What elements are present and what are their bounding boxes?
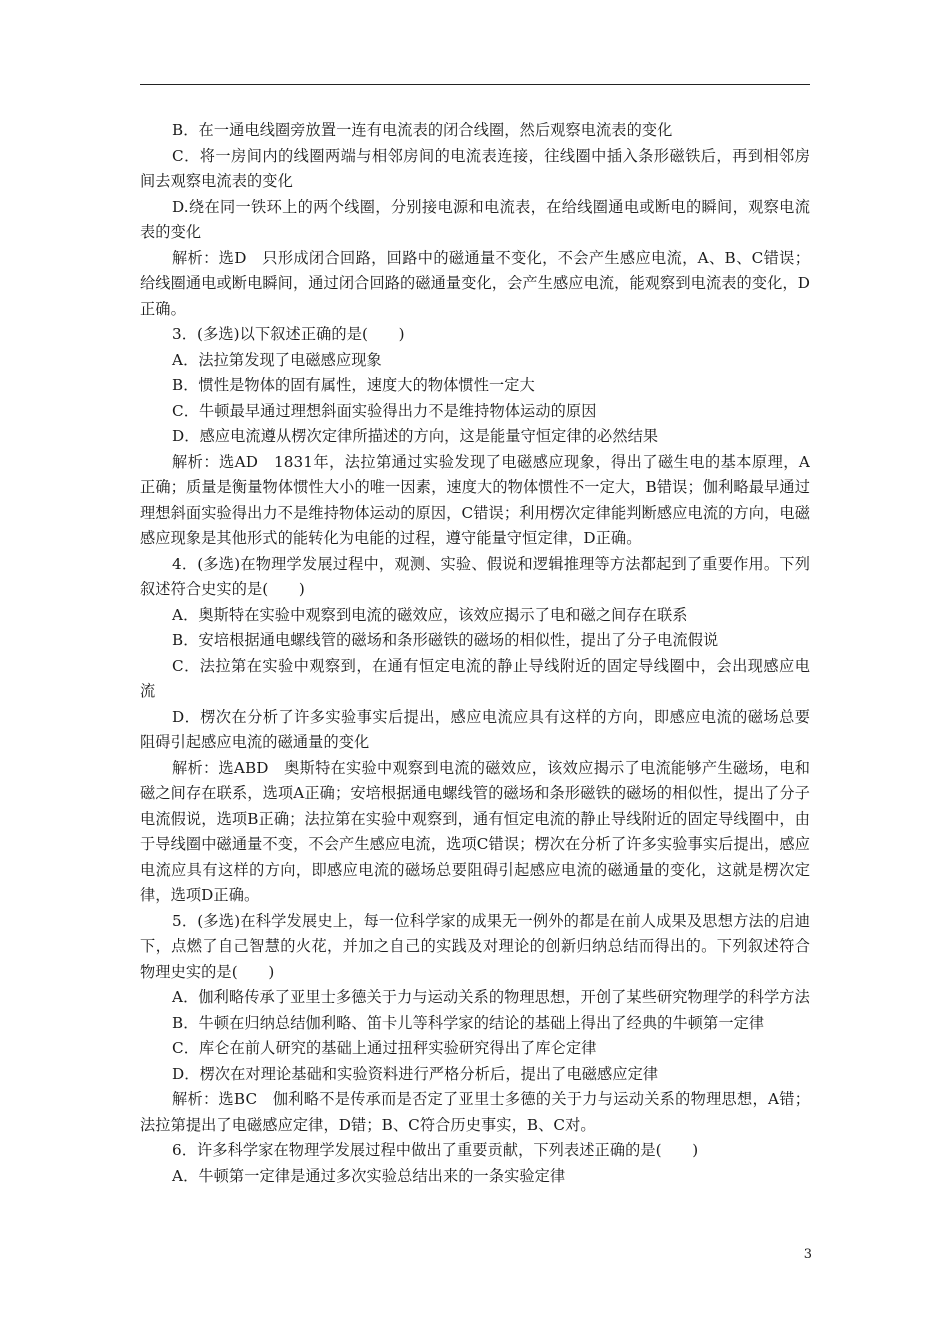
option-a-q3: A．法拉第发现了电磁感应现象 xyxy=(172,350,382,369)
option-c-q2: C．将一房间内的线圈两端与相邻房间的电流表连接，往线圈中插入条形磁铁后，再到相邻房间去观察电流表的变化 xyxy=(140,146,810,190)
option-c-q3: C．牛顿最早通过理想斜面实验得出力不是维持物体运动的原因 xyxy=(172,401,597,420)
option-a-q5: A．伽利略传承了亚里士多德关于力与运动关系的物理思想，开创了某些研究物理学的科学方法 xyxy=(172,988,810,1006)
question-5: 5．(多选)在科学发展史上，每一位科学家的成果无一例外的都是在前人成果及思想方法的启迪下，点燃了自己智慧的火花，并加之自己的实践及对理论的创新归纳总结而得出的。下列叙述符合物理史实的是( ) xyxy=(140,911,810,981)
analysis-q2: 解析：选D 只形成闭合回路，回路中的磁通量不变化，不会产生感应电流，A、B、C错误；给线圈通电或断电瞬间，通过闭合回路的磁通量变化，会产生感应电流，能观察到电流表的变化，D正确。 xyxy=(140,248,810,318)
question-6: 6．许多科学家在物理学发展过程中做出了重要贡献，下列表述正确的是( ) xyxy=(172,1141,699,1159)
question-4: 4．(多选)在物理学发展过程中，观测、实验、假说和逻辑推理等方法都起到了重要作用。下列叙述符合史实的是( ) xyxy=(140,554,810,598)
page-number: 3 xyxy=(803,1247,812,1262)
option-a-q4: A．奥斯特在实验中观察到电流的磁效应，该效应揭示了电和磁之间存在联系 xyxy=(172,605,688,624)
question-3: 3．(多选)以下叙述正确的是( ) xyxy=(172,325,405,343)
option-d-q4: D．楞次在分析了许多实验事实后提出，感应电流应具有这样的方向，即感应电流的磁场总要阻碍引起感应电流的磁通量的变化 xyxy=(140,707,810,751)
option-a-q6: A．牛顿第一定律是通过多次实验总结出来的一条实验定律 xyxy=(172,1166,566,1185)
analysis-q4: 解析：选ABD 奥斯特在实验中观察到电流的磁效应，该效应揭示了电流能够产生磁场，电和磁之间存在联系，选项A正确；安培根据通电螺线管的磁场和条形磁铁的磁场的相似性，提出了分子电流假说，选项B正确；法拉第在实验中观察到，通有恒定电流的静止导线附近的固定导线圈中，由于导线圈中磁通量不变，不会产生感应电流，选项C错误；楞次在分析了许多实验事实后提出，感应电流应具有这样的方向，即感应电流的磁场总要阻碍引起感应电流的磁通量的变化，这就是楞次定律，选项D正确。 xyxy=(140,758,810,904)
document-body xyxy=(140,118,810,1189)
header-rule xyxy=(140,84,810,85)
option-c-q4: C．法拉第在实验中观察到，在通有恒定电流的静止导线附近的固定导线圈中，会出现感应电流 xyxy=(140,656,810,700)
option-b-q3: B．惯性是物体的固有属性，速度大的物体惯性一定大 xyxy=(172,376,535,394)
option-b-q2: B．在一通电线圈旁放置一连有电流表的闭合线圈，然后观察电流表的变化 xyxy=(172,121,673,139)
analysis-q5: 解析：选BC 伽利略不是传承而是否定了亚里士多德的关于力与运动关系的物理思想，A错；法拉第提出了电磁感应定律，D错；B、C符合历史事实，B、C对。 xyxy=(140,1090,810,1134)
option-d-q5: D．楞次在对理论基础和实验资料进行严格分析后，提出了电磁感应定律 xyxy=(172,1064,659,1083)
option-c-q5: C．库仑在前人研究的基础上通过扭秤实验研究得出了库仑定律 xyxy=(172,1039,597,1057)
option-b-q4: B．安培根据通电螺线管的磁场和条形磁铁的磁场的相似性，提出了分子电流假说 xyxy=(172,631,719,649)
analysis-q3: 解析：选AD 1831年，法拉第通过实验发现了电磁感应现象，得出了磁生电的基本原理，A正确；质量是衡量物体惯性大小的唯一因素，速度大的物体惯性不一定大，B错误；伽利略最早通过理想斜面实验得出力不是维持物体运动的原因，C错误；利用楞次定律能判断感应电流的方向，电磁感应现象是其他形式的能转化为电能的过程，遵守能量守恒定律，D正确。 xyxy=(140,452,810,547)
option-d-q2: D.绕在同一铁环上的两个线圈，分别接电源和电流表，在给线圈通电或断电的瞬间，观察电流表的变化 xyxy=(140,197,810,241)
option-b-q5: B．牛顿在归纳总结伽利略、笛卡儿等科学家的结论的基础上得出了经典的牛顿第一定律 xyxy=(172,1013,765,1032)
option-d-q3: D．感应电流遵从楞次定律所描述的方向，这是能量守恒定律的必然结果 xyxy=(172,427,659,445)
